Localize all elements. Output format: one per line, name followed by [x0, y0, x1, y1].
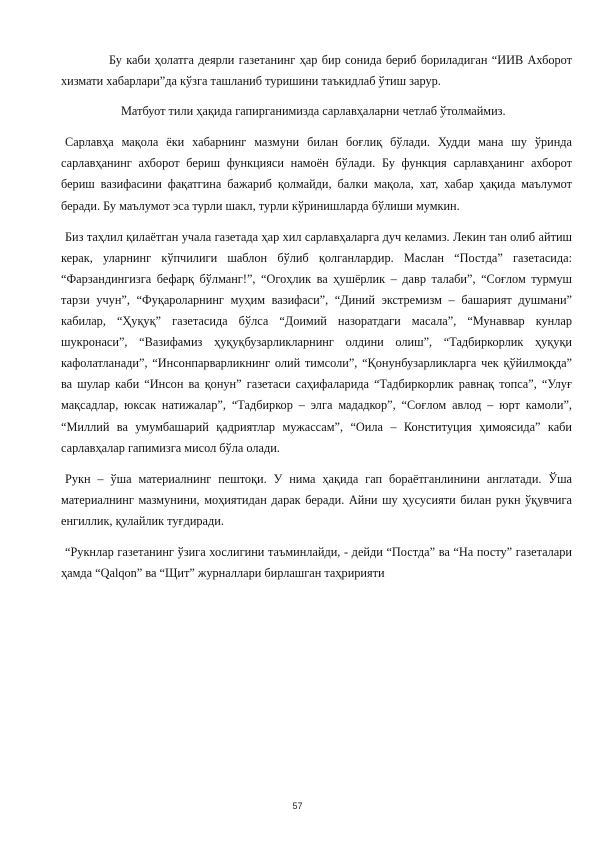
paragraph-6: “Рукнлар газетанинг ўзига хослигини таъминлайди, - дейди “Постда” ва “На посту” газеталари ҳамда “Qalqon” ва “Щит” журналлари бирлашган таҳририяти	[61, 544, 572, 581]
paragraph-4: Биз таҳлил қилаётган учала газетада ҳар хил сарлавҳаларга дуч келамиз. Лекин тан олиб айтиш керак, уларнинг кўпчилиги шаблон бўлиб қолганлардир. Маслан “Постда” газетасида: “Фарзандингизга бефарқ бўлманг!”, “Огоҳлик ва ҳушёрлик – давр талаби”, “Соғлом турмуш тарзи учун”, “Фуқароларнинг муҳим вазифаси”, “Диний экстремизм – башарият душмани” кабилар, “Ҳуқуқ” газетасида бўлса “Доимий назоратдаги масала”, “Мунаввар кунлар шукронаси”, “Вазифамиз ҳуқуқбузарликларнинг олдини олиш”, “Тадбиркорлик ҳуқуқи кафолатланади”, “Инсонпарварликнинг олий тимсоли”, “Қонунбузарликларга чек қўйилмоқда” ва шулар каби “Инсон ва қонун” газетаси саҳифаларида “Тадбиркорлик равнақ топса”, “Улуғ мақсадлар, юксак натижалар”, “Тадбиркор – элга мададкор”, “Соғлом авлод – юрт камоли”, “Миллий ва умумбашарий қадриятлар мужассам”, “Оила – Конституция ҳимоясида” каби сарлавҳалар гапимизга мисол бўла олади.	[61, 229, 572, 455]
paragraph-2: Матбуот тили ҳақида гапирганимизда сарлавҳаларни четлаб ўтолмаймиз.	[121, 104, 506, 119]
paragraph-1: Бу каби ҳолатга деярли газетанинг ҳар бир сонида бериб бориладиган “ИИВ Ахборот хизмати хабарлари”да кўзга ташланиб туришини таъкидлаб ўтиш зарур.	[61, 53, 572, 89]
paragraph-5: Рукн – ўша материалнинг пештоқи. У нима ҳақида гап бораётганлинини англатади. Ўша материалнинг мазмунини, моҳиятидан дарак беради. Айни шу ҳусусияти билан рукн ўқувчига енгиллик, қулайлик туғдиради.	[61, 471, 572, 528]
document-page	[61, 50, 572, 584]
page-number: 57	[292, 801, 303, 811]
paragraph-3: Сарлавҳа мақола ёки хабарнинг мазмуни билан боғлиқ бўлади. Худди мана шу ўринда сарлавҳанинг ахборот бериш функцияси намоён бўлади. Бу функция сарлавҳанинг ахборот бериш вазифасини фақатгина бажариб қолмайди, балки мақола, хат, хабар ҳақида маълумот беради. Бу маълумот эса турли шакл, турли кўринишларда бўлиши мумкин.	[61, 135, 572, 213]
